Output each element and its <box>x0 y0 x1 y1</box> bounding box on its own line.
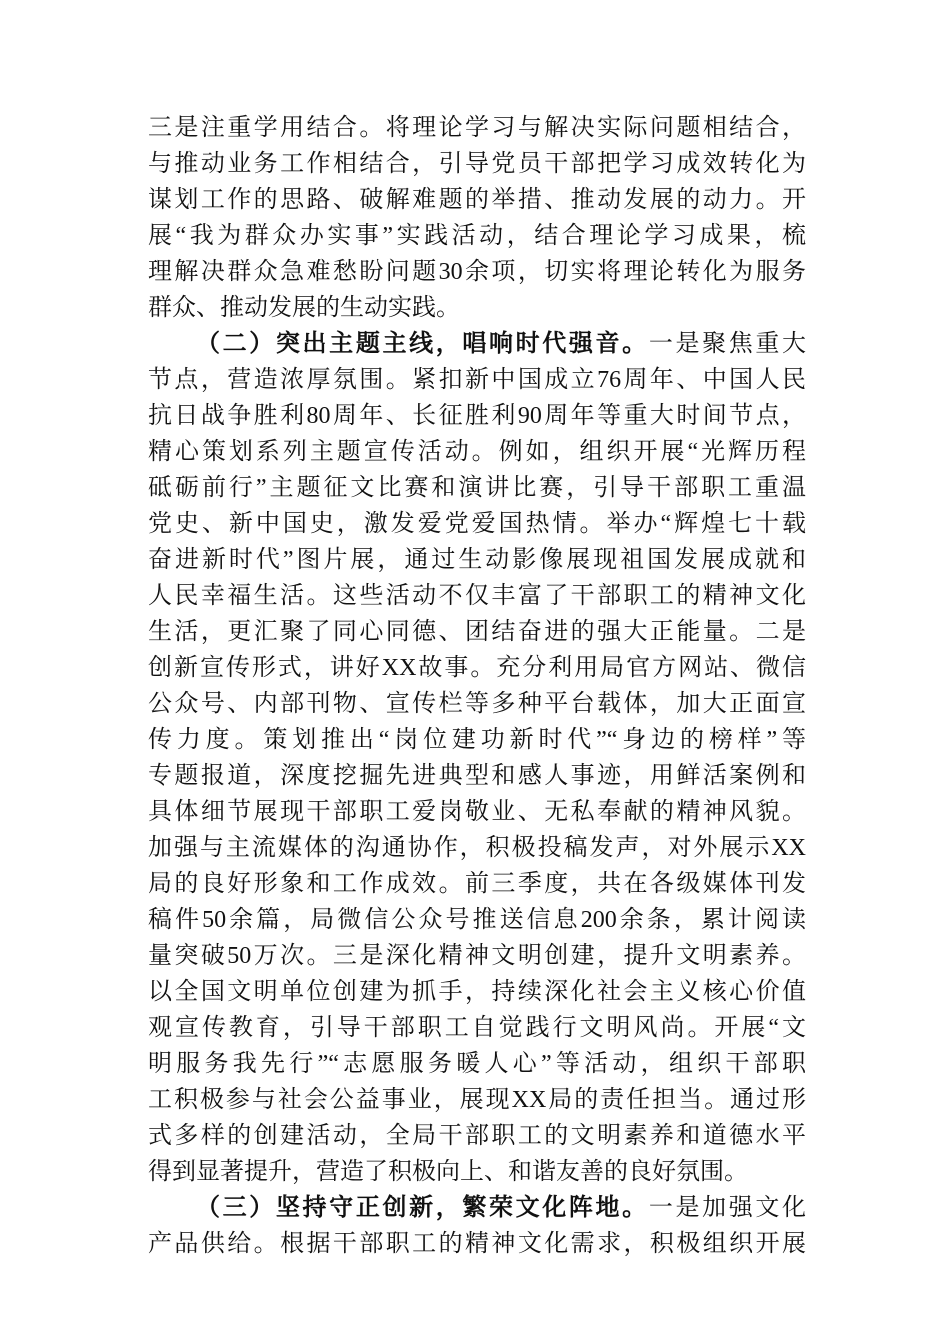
line-text: 工积极参与社会公益事业，展现XX局的责任担当。通过形 <box>148 1087 806 1113</box>
text-line <box>148 902 806 938</box>
line-text: 加强与主流媒体的沟通协作，积极投稿发声，对外展示XX <box>148 835 806 861</box>
text-line <box>148 974 806 1010</box>
text-line <box>148 218 806 254</box>
text-line <box>148 362 806 398</box>
text-line <box>148 794 806 830</box>
text-line <box>148 1226 806 1262</box>
document-body <box>148 110 806 1262</box>
text-line <box>148 686 806 722</box>
line-text: 式多样的创建活动，全局干部职工的文明素养和道德水平 <box>148 1123 806 1149</box>
text-line <box>148 254 806 290</box>
text-line <box>148 182 806 218</box>
line-text: 公众号、内部刊物、宣传栏等多种平台载体，加大正面宣 <box>148 691 806 717</box>
line-text: 砥砺前行”主题征文比赛和演讲比赛，引导干部职工重温 <box>148 475 806 501</box>
line-text: 展“我为群众办实事”实践活动，结合理论学习成果，梳 <box>148 223 806 249</box>
text-line <box>148 1082 806 1118</box>
line-text: 专题报道，深度挖掘先进典型和感人事迹，用鲜活案例和 <box>148 763 806 789</box>
line-text: 党史、新中国史，激发爱党爱国热情。举办“辉煌七十载 <box>148 511 806 537</box>
line-text: 传力度。策划推出“岗位建功新时代”“身边的榜样”等 <box>148 727 806 753</box>
text-line <box>148 1046 806 1082</box>
text-line <box>148 110 806 146</box>
text-line <box>148 758 806 794</box>
line-text: 节点，营造浓厚氛围。紧扣新中国成立76周年、中国人民 <box>148 367 806 393</box>
line-text: 生活，更汇聚了同心同德、团结奋进的强大正能量。二是 <box>148 619 806 645</box>
text-line <box>148 1154 806 1190</box>
line-text: 谋划工作的思路、破解难题的举措、推动发展的动力。开 <box>148 187 806 213</box>
text-line <box>148 866 806 902</box>
line-text: 产品供给。根据干部职工的精神文化需求，积极组织开展 <box>148 1231 806 1257</box>
line-text: 明服务我先行”“志愿服务暖人心”等活动，组织干部职 <box>148 1051 806 1077</box>
text-line <box>148 290 806 326</box>
text-line <box>148 326 806 362</box>
line-text: 具体细节展现干部职工爱岗敬业、无私奉献的精神风貌。 <box>148 799 806 825</box>
text-line <box>148 938 806 974</box>
text-line <box>148 722 806 758</box>
text-line <box>148 542 806 578</box>
text-line <box>148 650 806 686</box>
line-text: 奋进新时代”图片展，通过生动影像展现祖国发展成就和 <box>148 547 806 573</box>
line-text: 稿件50余篇，局微信公众号推送信息200余条，累计阅读 <box>148 907 806 933</box>
text-line <box>148 470 806 506</box>
line-text: 创新宣传形式，讲好XX故事。充分利用局官方网站、微信 <box>148 655 806 681</box>
line-text: 一是加强文化 <box>648 1195 807 1221</box>
line-text: 一是聚焦重大 <box>648 331 807 357</box>
line-text: 以全国文明单位创建为抓手，持续深化社会主义核心价值 <box>148 979 806 1005</box>
text-line <box>148 398 806 434</box>
line-text: 理解决群众急难愁盼问题30余项，切实将理论转化为服务 <box>148 259 806 285</box>
text-line <box>148 1190 806 1226</box>
text-line <box>148 1118 806 1154</box>
line-text: 抗日战争胜利80周年、长征胜利90周年等重大时间节点， <box>148 403 806 429</box>
line-text: 三是注重学用结合。将理论学习与解决实际问题相结合， <box>148 115 806 141</box>
text-line <box>148 578 806 614</box>
line-text: 人民幸福生活。这些活动不仅丰富了干部职工的精神文化 <box>148 583 806 609</box>
line-text: 局的良好形象和工作成效。前三季度，共在各级媒体刊发 <box>148 871 806 897</box>
line-text: 精心策划系列主题宣传活动。例如，组织开展“光辉历程 <box>148 439 806 465</box>
line-text: 与推动业务工作相结合，引导党员干部把学习成效转化为 <box>148 151 806 177</box>
text-line <box>148 830 806 866</box>
text-line <box>148 506 806 542</box>
text-line <box>148 434 806 470</box>
line-text: 得到显著提升，营造了积极向上、和谐友善的良好氛围。 <box>148 1159 748 1185</box>
section-heading: （二）突出主题主线，唱响时代强音。 <box>196 331 649 357</box>
line-text: 量突破50万次。三是深化精神文明创建，提升文明素养。 <box>148 943 806 969</box>
line-text: 群众、推动发展的生动实践。 <box>148 295 460 321</box>
line-text: 观宣传教育，引导干部职工自觉践行文明风尚。开展“文 <box>148 1015 806 1041</box>
section-heading: （三）坚持守正创新，繁荣文化阵地。 <box>196 1195 649 1221</box>
text-line <box>148 1010 806 1046</box>
text-line <box>148 146 806 182</box>
text-line <box>148 614 806 650</box>
